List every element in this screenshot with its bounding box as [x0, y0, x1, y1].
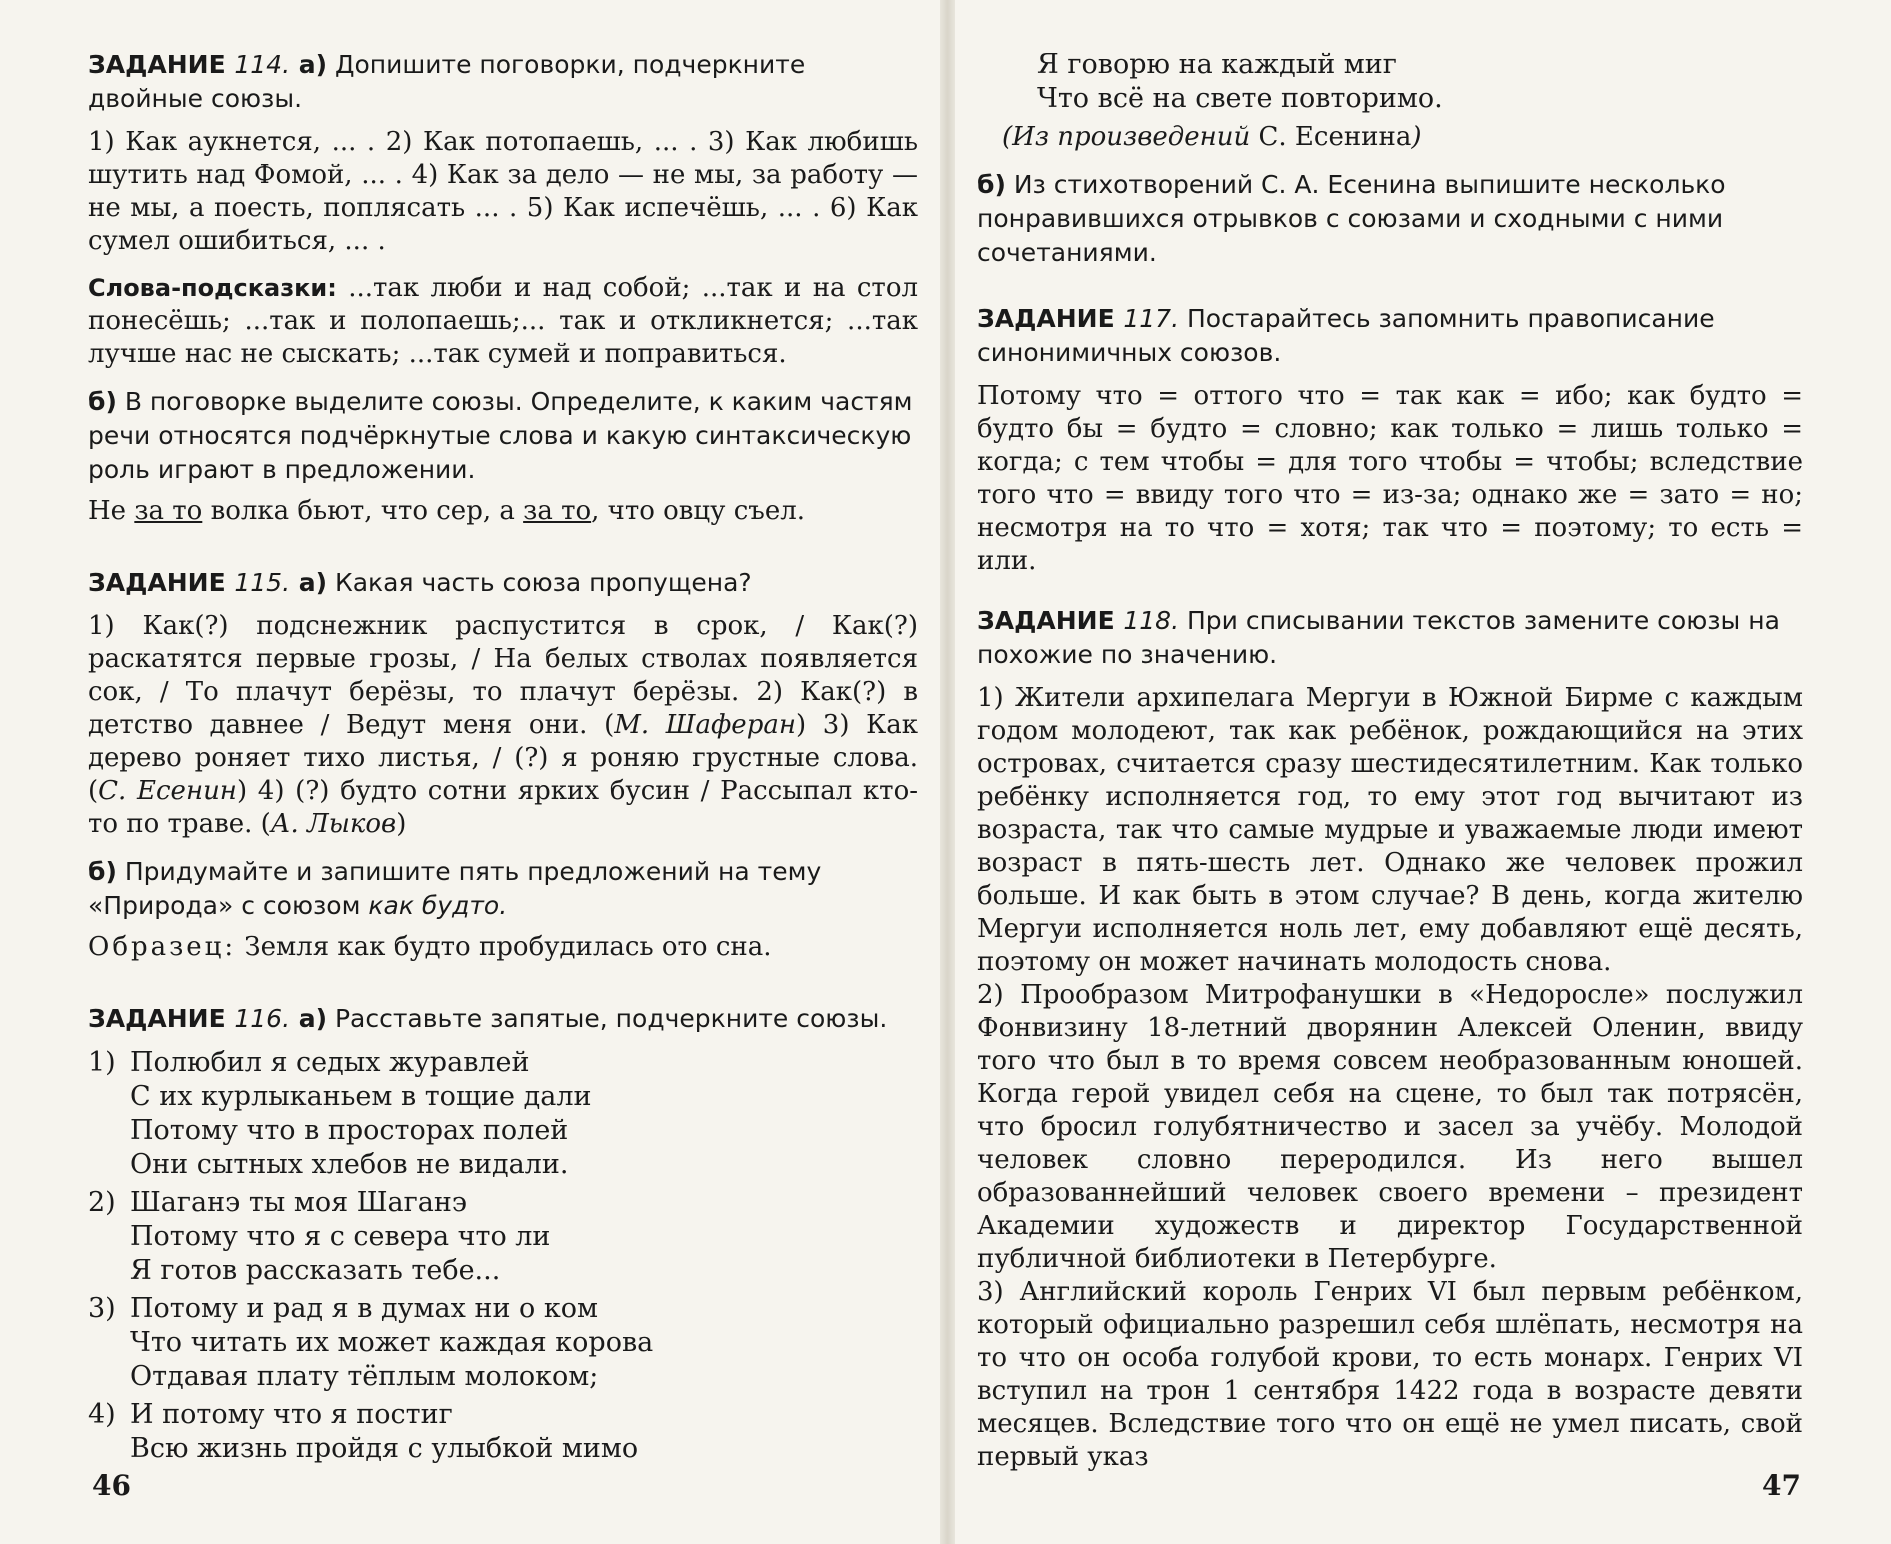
stanza-4: 4) И потому что я постиг Всю жизнь пройдя с улыбкой мимо: [88, 1399, 639, 1464]
right-page: [955, 0, 1891, 1544]
task-118-paragraph-1: 1) Жители архипелага Мергуи в Южной Бирме с каждым годом молодеют, так как ребёнок, рождающийся на этих островах, считается сразу шестидесятилетним. Как только ребёнку исполняется год, то ему этот год вычитают из возраста, так что самые мудрые и уважаемые люди имеют возраст в пять-шесть лет. Однако же человек прожил больше. И как быть в этом случае? В день, когда жителю Мергуи исполняется ноль лет, ему добавляют ещё десять, поэтому он может начинать молодость снова.: [977, 683, 1803, 977]
task-116-heading: ЗАДАНИЕ 116. а) Расставьте запятые, подчеркните союзы.: [88, 1004, 888, 1033]
task-117-body: Потому что = оттого что = так как = ибо; как будто = будто бы = будто = словно; как только = лишь только = когда; с тем чтобы = для того чтобы = чтобы; вследствие того что = ввиду того что = из-за; однако же = зато = но; несмотря на то что = хотя; так что = поэтому; то есть = или.: [977, 381, 1803, 576]
left-page: [0, 0, 940, 1544]
hints-label: Слова-подсказки:: [88, 274, 337, 302]
task-118-heading: ЗАДАНИЕ 118. При списывании текстов замените союзы на похожие по значению.: [977, 606, 1780, 669]
task-115-b: б) Придумайте и запишите пять предложений на тему «Природа» с союзом как будто.: [88, 857, 822, 920]
poem-continuation: Я говорю на каждый миг Что всё на свете повторимо.: [1037, 49, 1443, 114]
task-115-heading: ЗАДАНИЕ 115. а) Какая часть союза пропущена?: [88, 568, 752, 597]
task-116-b: б) Из стихотворений С. А. Есенина выпишите несколько понравившихся отрывков с союзами и сходными с ними сочетаниями.: [977, 170, 1726, 267]
book-gutter: [940, 0, 955, 1544]
task-116-poems: [88, 1046, 918, 1466]
task-114-heading: ЗАДАНИЕ 114. а) Допишите поговорки, подчеркните двойные союзы.: [88, 50, 806, 113]
task-114-proverb: Не за то волка бьют, что сер, а за то, что овцу съел.: [88, 496, 805, 526]
task-114-hints: [88, 272, 918, 371]
stanza-3: 3) Потому и рад я в думах ни о ком Что читать их может каждая корова Отдавая плату тёплым молоком;: [88, 1293, 654, 1392]
task-117-heading: ЗАДАНИЕ 117. Постарайтесь запомнить правописание синонимичных союзов.: [977, 304, 1715, 367]
task-115-body: 1) Как(?) подснежник распустится в срок, / Как(?) раскатятся первые грозы, / На белых стволах появляется сок, / То плачут берёзы, то плачут берёзы. 2) Как(?) в детство давнее / Ведут меня они. (М. Шаферан) 3) Как дерево роняет тихо листья, / (?) я роняю грустные слова. (С. Есенин) 4) (?) будто сотни ярких бусин / Рассыпал кто-то по траве. (А. Лыков): [88, 611, 919, 839]
task-118-paragraph-2: 2) Прообразом Митрофанушки в «Недоросле» послужил Фонвизину 18-летний дворянин Алексей Оленин, ввиду того что был в то время совсем необразованным юношей. Когда герой увидел себя на сцене, то был так потрясён, что бросил голубятничество и засел за учёбу. Молодой человек словно переродился. Из него вышел образованнейший человек своего времени – президент Академии художеств и директор Государственной публичной библиотеки в Петербурге.: [977, 980, 1803, 1274]
task-118-paragraph-3: 3) Английский король Генрих VI был первым ребёнком, который официально разрешил себя шлёпать, несмотря на то что он особа голубой крови, то есть монарх. Генрих VI вступил на трон 1 сентября 1422 года в возрасте девяти месяцев. Вследствие того что он ещё не умел писать, свой первый указ: [977, 1277, 1803, 1472]
poem-attribution: (Из произведений С. Есенина): [1002, 122, 1422, 152]
page-number-left: 46: [92, 1469, 131, 1502]
task-118-body: [977, 682, 1803, 1474]
hints-text: ...так люби и над собой; ...так и на стол понесёшь; ...так и полопаешь;... так и откликнется; ...так лучше нас не сыскать; ...так сумей и поправиться.: [88, 273, 918, 369]
task-114-proverbs: 1) Как аукнется, ... . 2) Как потопаешь, ... . 3) Как любишь шутить над Фомой, ... . 4) Как за дело — не мы, за работу — не мы, а поесть, поплясать ... . 5) Как испечёшь, ... . 6) Как сумел ошибиться, ... .: [88, 127, 918, 256]
task-115-sample: Образец: Земля как будто пробудилась ото сна.: [88, 932, 772, 962]
stanza-1: 1) Полюбил я седых журавлей С их курлыканьем в тощие дали Потому что в просторах полей Они сытных хлебов не видали.: [88, 1047, 592, 1180]
page-number-right: 47: [1762, 1469, 1801, 1502]
stanza-2: 2) Шаганэ ты моя Шаганэ Потому что я с севера что ли Я готов рассказать тебе...: [88, 1187, 551, 1286]
task-114-b: б) В поговорке выделите союзы. Определите, к каким частям речи относятся подчёркнутые слова и какую синтаксическую роль играют в предложении.: [88, 387, 913, 484]
